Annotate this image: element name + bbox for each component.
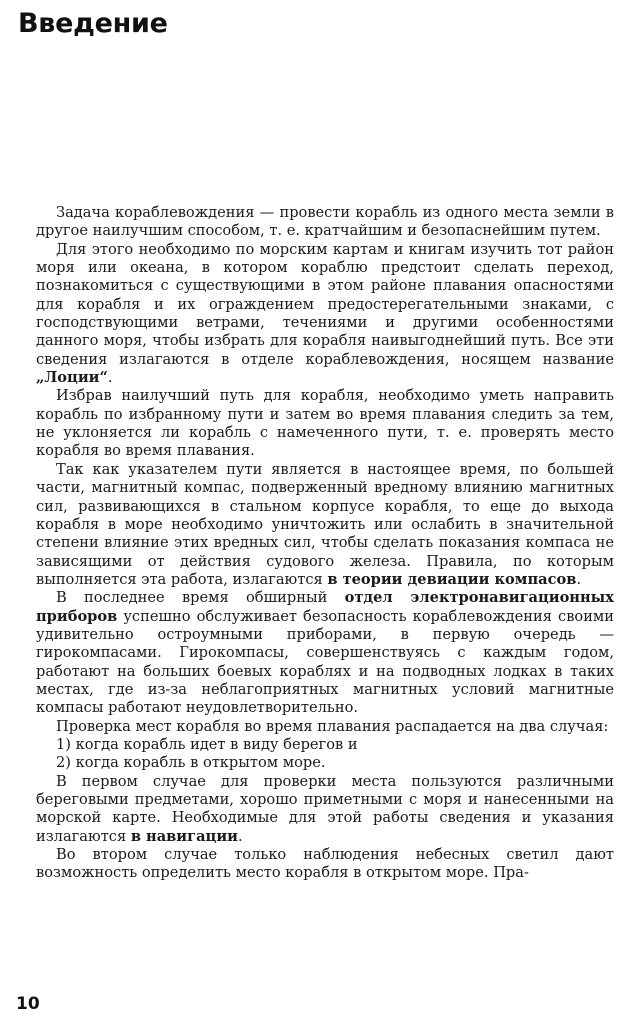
list-item-1-text: 1) когда корабль идет в виду берегов и bbox=[56, 735, 358, 753]
paragraph-4-emphasis: в теории девиации компасов bbox=[327, 570, 577, 588]
paragraph-6 bbox=[36, 718, 614, 736]
list-item-2 bbox=[36, 754, 614, 772]
paragraph-3-text: Избрав наилучший путь для корабля, необходимо уметь направить корабль по избранному пути и затем во время плавания следить за тем, не уклоняется ли корабль с намеченного пути, т. е. проверять место корабля во время плавания. bbox=[36, 387, 614, 460]
paragraph-4-end: . bbox=[576, 570, 581, 588]
paragraph-2-emphasis: „Лоции“ bbox=[36, 369, 108, 387]
list-item-1 bbox=[36, 736, 614, 754]
paragraph-1-text: Задача кораблевождения — провести корабль из одного места земли в другое наилучшим способом, т. е. кратчайшим и безопаснейшим путем. bbox=[36, 204, 614, 240]
paragraph-6-text: Проверка мест корабля во время плавания распадается на два случая: bbox=[56, 717, 609, 735]
paragraph-7 bbox=[36, 773, 614, 846]
paragraph-5-text: В последнее время обширный bbox=[56, 589, 345, 607]
section-heading: Введение bbox=[18, 8, 168, 39]
paragraph-1 bbox=[36, 204, 614, 241]
paragraph-5 bbox=[36, 589, 614, 717]
paragraph-7-end: . bbox=[237, 827, 243, 845]
paragraph-7-text: В первом случае для проверки места пользуются различными береговыми предметами, хорошо приметными с моря и нанесенными на морской карте. Необходимые для этой работы сведения и указания излагаются bbox=[36, 772, 614, 845]
paragraph-3 bbox=[36, 387, 614, 460]
body-text bbox=[36, 204, 614, 883]
paragraph-8 bbox=[36, 846, 614, 883]
paragraph-2 bbox=[36, 241, 614, 388]
paragraph-7-emphasis: в навигации bbox=[130, 827, 238, 845]
page-number: 10 bbox=[16, 994, 40, 1014]
paragraph-4 bbox=[36, 461, 614, 589]
list-item-2-text: 2) когда корабль в открытом море. bbox=[56, 754, 326, 772]
paragraph-2-text: Для этого необходимо по морским картам и книгам изучить тот район моря или океана, в котором кораблю предстоит сделать переход, познакомиться с существующими в этом районе плавания опасностями для корабля и их ограждением предостерегательными знаками, с господствующими ветрами, течениями и другими особенностями данного моря, чтобы избрать для корабля наивыгоднейший путь. Все эти сведения излагаются в отделе кораблевождения, носящем название bbox=[36, 240, 614, 368]
paragraph-4-text: Так как указателем пути является в настоящее время, по большей части, магнитный компас, подверженный вредному влиянию магнитных сил, развивающихся в стальном корпусе корабля, то еще до выхода корабля в море необходимо уничтожить или ослабить в значительной степени влияние этих вредных сил, чтобы сделать показания компаса не зависящими от действия судового железа. Правила, по которым выполняется эта работа, излагаются bbox=[36, 460, 614, 588]
paragraph-8-text: Во втором случае только наблюдения небесных светил дают возможность определить место корабля в открытом море. Пра- bbox=[36, 846, 614, 882]
paragraph-5-end: успешно обслуживает безопасность кораблевождения своими удивительно остроумными приборами, в первую очередь — гирокомпасами. Гирокомпасы, совершенствуясь с каждым годом, работают на больших боевых кораблях и на подводных лодках в таких местах, где из-за неблагоприятных магнитных условий магнитные компасы работают неудовлетворительно. bbox=[36, 607, 614, 717]
paragraph-2-end: . bbox=[107, 369, 113, 387]
paragraph-5-emphasis: отдел электронавигационных приборов bbox=[36, 589, 614, 625]
